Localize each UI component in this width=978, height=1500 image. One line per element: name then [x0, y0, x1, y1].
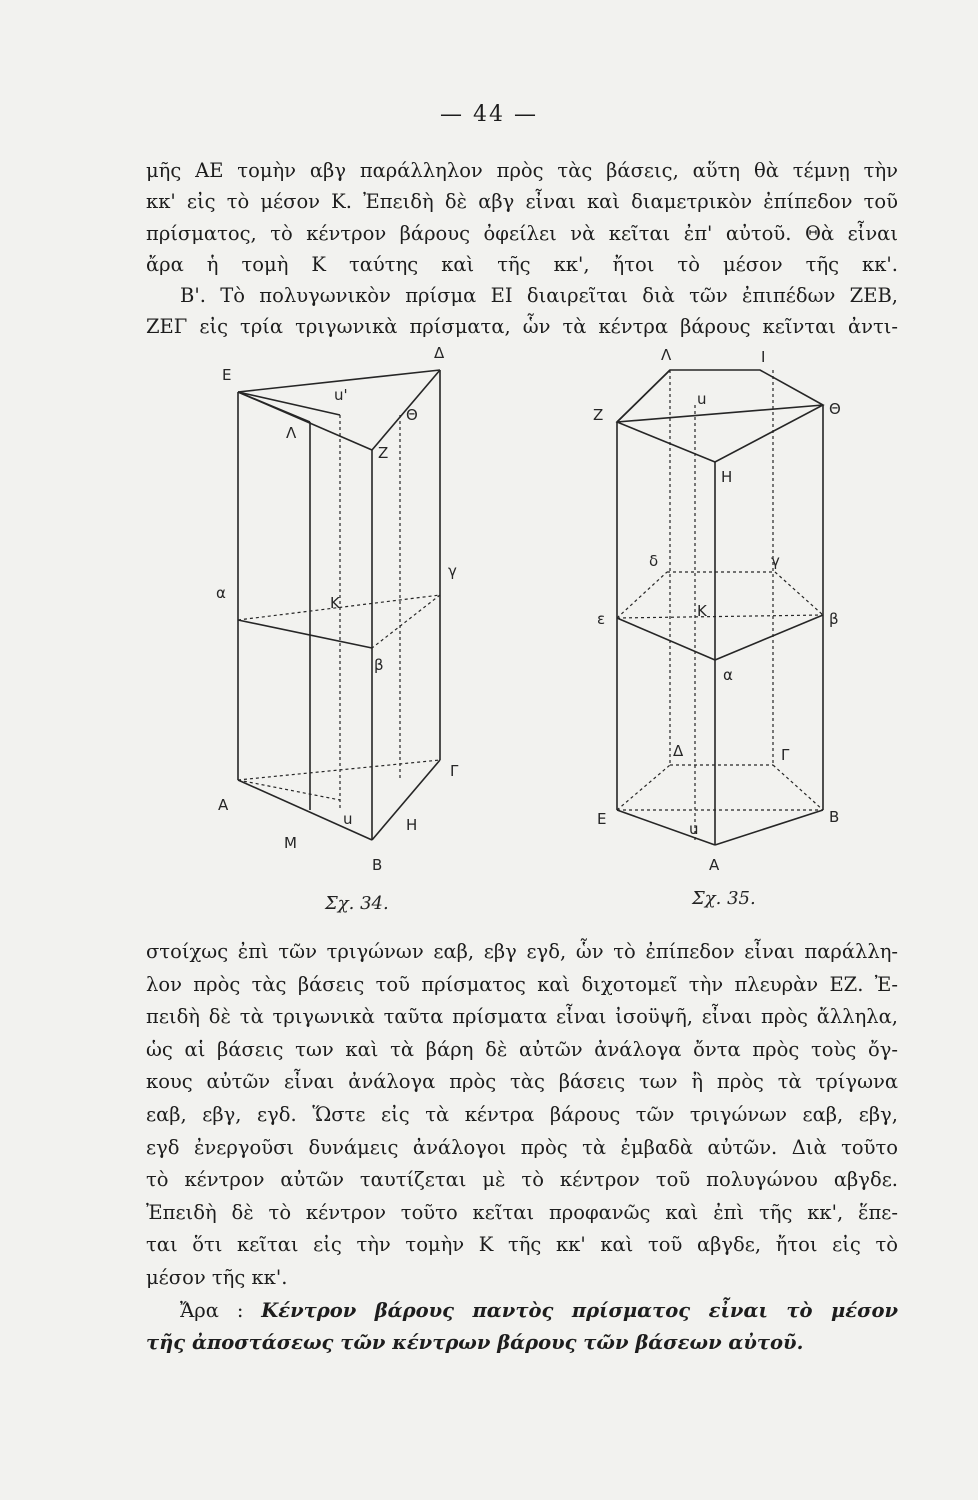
text-line: Β'. Τὸ πολυγωνικὸν πρίσμα ΕΙ διαιρεῖται διὰ τῶν ἐπιπέδων ΖΕΒ,: [180, 284, 898, 308]
top-paragraph: [146, 155, 898, 343]
text-line: μέσον τῆς κκ'.: [146, 1265, 288, 1289]
label-Theta: Θ: [406, 406, 418, 424]
label-gamma: γ: [448, 562, 457, 580]
text-line: εγδ ἐνεργοῦσι δυνάμεις ἀνάλογοι πρὸς τὰ ἐμβαδὰ αὐτῶν. Διὰ τοῦτο: [146, 1135, 898, 1159]
label-B: Β: [829, 808, 840, 826]
text-line: ΖΕΓ εἰς τρία τριγωνικὰ πρίσματα, ὧν τὰ κέντρα βάρους κεῖνται ἀντι-: [146, 315, 898, 339]
label-alpha: α: [723, 666, 733, 684]
label-K: K: [330, 594, 340, 612]
figure-35-drawing: [585, 340, 870, 880]
conclusion-lead: Ἄρα :: [180, 1298, 244, 1322]
conclusion-text-2: τῆς ἀποστάσεως τῶν κέντρων βάρους τῶν βάσεων αὐτοῦ.: [146, 1331, 804, 1355]
text-line: πρίσματος, τὸ κέντρον βάρους ὀφείλει νὰ κεῖται ἐπ' αὐτοῦ. Θὰ εἶναι: [146, 221, 898, 245]
text-line: Ἐπειδὴ δὲ τὸ κέντρον τοῦτο κεῖται προφανῶς καὶ ἐπὶ τῆς κκ', ἕπε-: [146, 1200, 898, 1224]
label-B: Β: [372, 856, 383, 874]
label-Lambda: Λ: [661, 346, 672, 364]
label-Lambda: Λ: [286, 424, 297, 442]
figure-35-caption: Σχ. 35.: [692, 888, 756, 909]
label-Gamma: Γ: [450, 762, 459, 780]
label-K: K: [697, 602, 707, 620]
label-H: Η: [406, 816, 418, 834]
label-alpha: α: [216, 584, 226, 602]
label-u-prime: u': [334, 386, 348, 404]
label-Z: Ζ: [593, 406, 604, 424]
text-line: λον πρὸς τὰς βάσεις τοῦ πρίσματος καὶ διχοτομεῖ τὴν πλευρὰν ΕΖ. Ἐ-: [146, 972, 898, 996]
conclusion-line-1: [146, 1295, 898, 1328]
label-E: E: [222, 366, 232, 384]
label-H: Η: [721, 468, 733, 486]
figure-34-drawing: [200, 340, 480, 880]
text-line: εαβ, εβγ, εγδ. Ὥστε εἰς τὰ κέντρα βάρους τῶν τριγώνων εαβ, εβγ,: [146, 1102, 898, 1126]
text-line: ἄρα ἡ τομὴ Κ ταύτης καὶ τῆς κκ', ἤτοι τὸ μέσον τῆς κκ'.: [146, 252, 898, 276]
label-u-bottom: u: [689, 820, 699, 838]
text-line: κκ' εἰς τὸ μέσον Κ. Ἐπειδὴ δὲ αβγ εἶναι καὶ διαμετρικὸν ἐπίπεδον τοῦ: [146, 190, 898, 214]
figure-34: [200, 340, 480, 880]
label-Theta: Θ: [829, 400, 841, 418]
figure-34-caption: Σχ. 34.: [325, 893, 389, 914]
label-delta: δ: [649, 552, 659, 570]
label-M: Μ: [284, 834, 297, 852]
text-line: ὡς αἱ βάσεις των καὶ τὰ βάρη δὲ αὐτῶν ἀνάλογα ὄντα πρὸς τοὺς ὄγ-: [146, 1037, 898, 1061]
conclusion-line-2: [146, 1327, 898, 1360]
label-I: Ι: [761, 348, 766, 366]
label-u: u: [343, 810, 353, 828]
text-line: στοίχως ἐπὶ τῶν τριγώνων εαβ, εβγ εγδ, ὧν τὸ ἐπίπεδον εἶναι παράλλη-: [146, 940, 898, 963]
label-E: Ε: [597, 810, 607, 828]
label-Delta: Δ: [673, 742, 684, 760]
label-gamma: γ: [771, 552, 780, 570]
label-beta: β: [374, 656, 384, 674]
figure-35: [585, 340, 870, 880]
text-line: τὸ κέντρον αὐτῶν ταυτίζεται μὲ τὸ κέντρον τοῦ πολυγώνου αβγδε.: [146, 1168, 898, 1192]
bottom-paragraph: [146, 936, 898, 1360]
label-beta: β: [829, 610, 839, 628]
text-line: ται ὅτι κεῖται εἰς τὴν τομὴν Κ τῆς κκ' καὶ τοῦ αβγδε, ἤτοι εἰς τὸ: [146, 1233, 898, 1257]
text-line: κους αὐτῶν εἶναι ἀνάλογα πρὸς τὰς βάσεις των ἢ πρὸς τὰ τρίγωνα: [146, 1070, 898, 1094]
label-Z: Ζ: [378, 444, 389, 462]
label-D: Δ: [434, 344, 445, 362]
page-number: — 44 —: [440, 102, 538, 127]
label-A: A: [218, 796, 229, 814]
conclusion-text-1: Κέντρον βάρους παντὸς πρίσματος εἶναι τὸ μέσον: [261, 1298, 898, 1322]
label-Gamma: Γ: [781, 746, 790, 764]
text-line: πειδὴ δὲ τὰ τριγωνικὰ ταῦτα πρίσματα εἶναι ἰσοϋψῆ, εἶναι πρὸς ἄλληλα,: [146, 1005, 898, 1029]
label-u-top: u: [697, 390, 707, 408]
text-line: μῆς ΑΕ τομὴν αβγ παράλληλον πρὸς τὰς βάσεις, αὕτη θὰ τέμνῃ τὴν: [146, 159, 898, 182]
label-A: Α: [709, 856, 720, 874]
label-epsilon: ε: [597, 610, 606, 628]
